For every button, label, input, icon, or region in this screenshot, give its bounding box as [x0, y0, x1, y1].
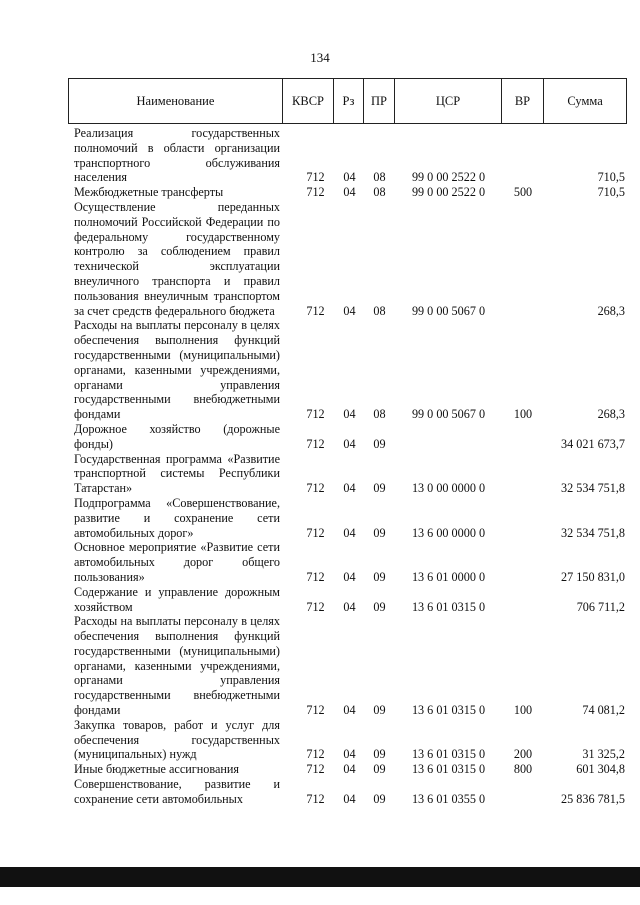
row-sum: 706 711,2	[576, 599, 625, 614]
row-pr: 09	[373, 481, 386, 496]
row-name: Реализация государственных полномочий в области организации транспортного обслуживания населения	[74, 126, 280, 185]
row-csr: 99 0 00 5067 0	[411, 303, 486, 318]
row-kvsr: 712	[306, 525, 325, 540]
row-vr: 500	[513, 185, 533, 200]
row-sum: 34 021 673,7	[561, 436, 625, 451]
row-kvsr: 712	[306, 170, 325, 185]
row-name: Государственная программа «Развитие транспортной системы Республики Татарстан»	[74, 451, 280, 496]
table-row	[68, 718, 627, 762]
row-csr: 13 6 00 0000 0	[411, 525, 486, 540]
row-csr: 13 6 01 0355 0	[411, 791, 486, 806]
row-kvsr: 712	[306, 599, 325, 614]
row-pr: 08	[373, 407, 386, 422]
row-name: Межбюджетные трансферты	[74, 185, 224, 200]
row-kvsr: 712	[306, 407, 325, 422]
scan-border-bar	[0, 867, 640, 887]
row-rz: 04	[343, 407, 356, 422]
table-row	[68, 496, 627, 540]
row-pr: 09	[373, 791, 386, 806]
table-body	[68, 124, 627, 807]
row-name: Иные бюджетные ассигнования	[74, 762, 240, 777]
row-csr: 99 0 00 2522 0	[411, 185, 486, 200]
row-kvsr: 712	[306, 747, 325, 762]
row-rz: 04	[343, 703, 356, 718]
row-sum: 710,5	[597, 185, 625, 200]
row-csr: 13 0 00 0000 0	[411, 481, 486, 496]
row-sum: 27 150 831,0	[561, 569, 625, 584]
row-rz: 04	[343, 569, 356, 584]
row-vr: 100	[513, 703, 533, 718]
row-pr: 09	[373, 762, 386, 777]
row-kvsr: 712	[306, 569, 325, 584]
row-pr: 09	[373, 747, 386, 762]
row-name: Содержание и управление дорожным хозяйством	[74, 584, 280, 614]
row-name: Осуществление переданных полномочий Российской Федерации по федеральному государственному контролю за соблюдением правил технической эксплуатации внеуличного транспорта и правил пользования внеуличным транспортом за счет средств федерального бюджета	[74, 199, 280, 318]
row-rz: 04	[343, 170, 356, 185]
row-csr: 13 6 01 0315 0	[411, 762, 486, 777]
row-vr: 200	[513, 747, 533, 762]
row-name: Расходы на выплаты персоналу в целях обеспечения выполнения функций государственными (муниципальными) органами, казенными учреждениями, органами управления государственными внебюджетными фондами	[74, 318, 280, 422]
row-kvsr: 712	[306, 762, 325, 777]
row-kvsr: 712	[306, 481, 325, 496]
table-row	[68, 200, 627, 318]
header-kvsr: КВСР	[283, 79, 334, 123]
row-rz: 04	[343, 303, 356, 318]
row-rz: 04	[343, 791, 356, 806]
table-row	[68, 540, 627, 584]
header-csr: ЦСР	[395, 79, 501, 123]
row-pr: 09	[373, 703, 386, 718]
row-pr: 09	[373, 525, 386, 540]
row-rz: 04	[343, 762, 356, 777]
row-rz: 04	[343, 185, 356, 200]
row-rz: 04	[343, 436, 356, 451]
row-csr: 13 6 01 0315 0	[411, 747, 486, 762]
row-name: Дорожное хозяйство (дорожные фонды)	[74, 421, 280, 451]
row-kvsr: 712	[306, 791, 325, 806]
row-kvsr: 712	[306, 303, 325, 318]
row-name: Расходы на выплаты персоналу в целях обеспечения выполнения функций государственными (муниципальными) органами, казенными учреждениями, органами управления государственными внебюджетными фондами	[74, 614, 280, 718]
row-pr: 09	[373, 436, 386, 451]
row-pr: 08	[373, 185, 386, 200]
header-sum: Сумма	[544, 79, 627, 123]
row-csr: 13 6 01 0000 0	[411, 569, 486, 584]
row-csr: 13 6 01 0315 0	[411, 703, 486, 718]
row-name: Закупка товаров, работ и услуг для обеспечения государственных (муниципальных) нужд	[74, 717, 280, 762]
row-sum: 710,5	[597, 170, 625, 185]
row-sum: 601 304,8	[576, 762, 625, 777]
budget-table	[68, 78, 627, 807]
header-rz: Рз	[334, 79, 364, 123]
page-number: 134	[310, 50, 330, 65]
row-vr: 800	[513, 762, 533, 777]
row-rz: 04	[343, 747, 356, 762]
row-rz: 04	[343, 481, 356, 496]
row-sum: 74 081,2	[582, 703, 625, 718]
row-sum: 32 534 751,8	[561, 481, 625, 496]
table-row	[68, 318, 627, 422]
row-pr: 08	[373, 303, 386, 318]
row-kvsr: 712	[306, 703, 325, 718]
row-rz: 04	[343, 525, 356, 540]
row-csr: 13 6 01 0315 0	[411, 599, 486, 614]
row-csr: 99 0 00 5067 0	[411, 407, 486, 422]
row-sum: 268,3	[597, 407, 625, 422]
table-row	[68, 585, 627, 615]
table-row	[68, 614, 627, 718]
table-row	[68, 185, 627, 200]
row-sum: 25 836 781,5	[561, 791, 625, 806]
table-row	[68, 777, 627, 807]
row-kvsr: 712	[306, 436, 325, 451]
table-row	[68, 762, 627, 777]
row-name: Совершенствование, развитие и сохранение сети автомобильных	[74, 777, 280, 806]
row-pr: 09	[373, 569, 386, 584]
row-kvsr: 712	[306, 185, 325, 200]
row-sum: 268,3	[597, 303, 625, 318]
header-name: Наименование	[69, 79, 283, 123]
row-name: Подпрограмма «Совершенствование, развитие и сохранение сети автомобильных дорог»	[74, 495, 280, 540]
row-pr: 08	[373, 170, 386, 185]
table-row	[68, 422, 627, 452]
header-pr: ПР	[364, 79, 396, 123]
table-row	[68, 126, 627, 185]
table-row	[68, 452, 627, 496]
row-rz: 04	[343, 599, 356, 614]
row-pr: 09	[373, 599, 386, 614]
row-sum: 31 325,2	[582, 747, 625, 762]
row-sum: 32 534 751,8	[561, 525, 625, 540]
table-header	[68, 78, 627, 124]
row-vr: 100	[513, 407, 533, 422]
row-csr: 99 0 00 2522 0	[411, 170, 486, 185]
header-vr: ВР	[502, 79, 544, 123]
row-name: Основное мероприятие «Развитие сети автомобильных дорог общего пользования»	[74, 540, 280, 584]
